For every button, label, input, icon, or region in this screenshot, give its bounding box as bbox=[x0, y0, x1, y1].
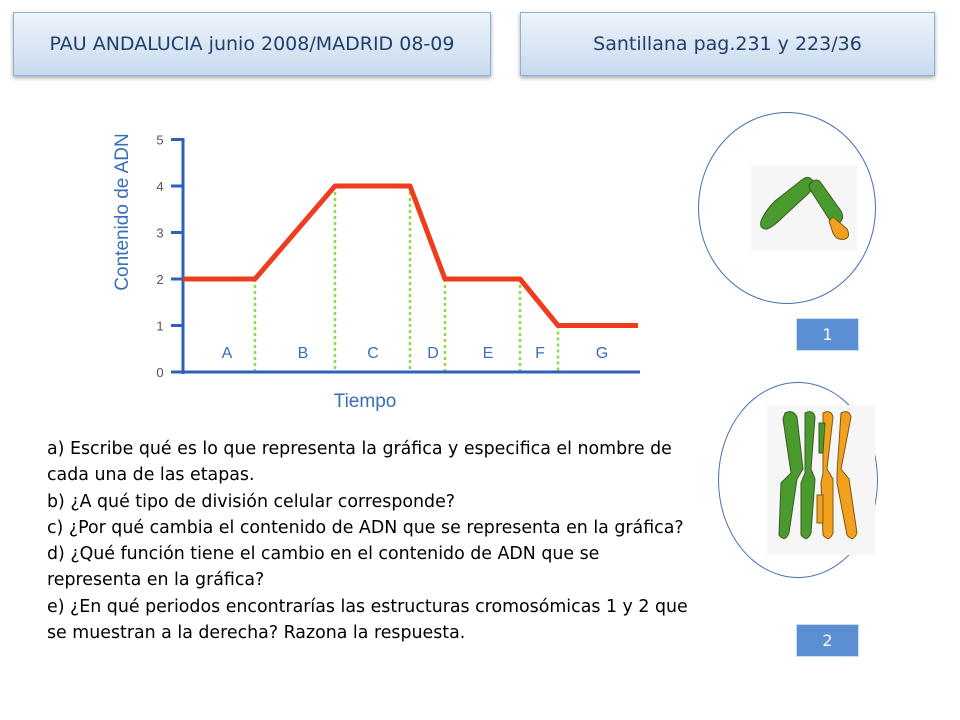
y-axis-title: Contenido de ADN bbox=[112, 133, 133, 291]
header-right-title: Santillana pag.231 y 223/36 bbox=[520, 12, 935, 76]
single-chromatid-chromosome-icon bbox=[699, 113, 877, 305]
question-b: b) ¿A qué tipo de división celular corresponde? bbox=[47, 491, 456, 512]
phase-label: D bbox=[427, 345, 439, 362]
question-c: c) ¿Por qué cambia el contenido de ADN que se representa en la gráfica? bbox=[47, 517, 684, 538]
y-tick-label: 4 bbox=[156, 179, 164, 194]
dna-content-chart bbox=[90, 100, 690, 420]
chromosome-figure-1 bbox=[698, 112, 876, 304]
y-tick-label: 5 bbox=[156, 132, 164, 148]
phase-label: E bbox=[482, 345, 494, 362]
y-tick-label: 1 bbox=[156, 318, 164, 334]
phase-label: A bbox=[221, 345, 233, 362]
question-d: d) ¿Qué función tiene el cambio en el contenido de ADN que se representa en la gráfica? bbox=[47, 544, 600, 591]
question-a: a) Escribe qué es lo que representa la gráfica y especifica el nombre de cada una de las etapas. bbox=[47, 439, 672, 486]
question-list bbox=[47, 436, 692, 646]
phase-label: F bbox=[535, 345, 545, 362]
header-left-title: PAU ANDALUCIA junio 2008/MADRID 08-09 bbox=[13, 12, 491, 76]
y-tick-label: 2 bbox=[156, 272, 164, 287]
y-tick-label: 3 bbox=[156, 225, 164, 241]
phase-label: B bbox=[297, 345, 309, 362]
chromosome-figure-2 bbox=[718, 382, 878, 578]
homologous-chromosomes-icon bbox=[719, 383, 879, 579]
figure-2-label: 2 bbox=[796, 624, 859, 657]
y-tick-label: 0 bbox=[156, 365, 164, 380]
phase-label: G bbox=[595, 345, 609, 362]
figure-1-label: 1 bbox=[796, 318, 859, 351]
x-axis-title: Tiempo bbox=[333, 391, 397, 412]
question-e: e) ¿En qué periodos encontrarías las estructuras cromosómicas 1 y 2 que se muestran a la derecha? Razona la respuesta. bbox=[47, 596, 688, 644]
phase-label: C bbox=[367, 345, 379, 362]
